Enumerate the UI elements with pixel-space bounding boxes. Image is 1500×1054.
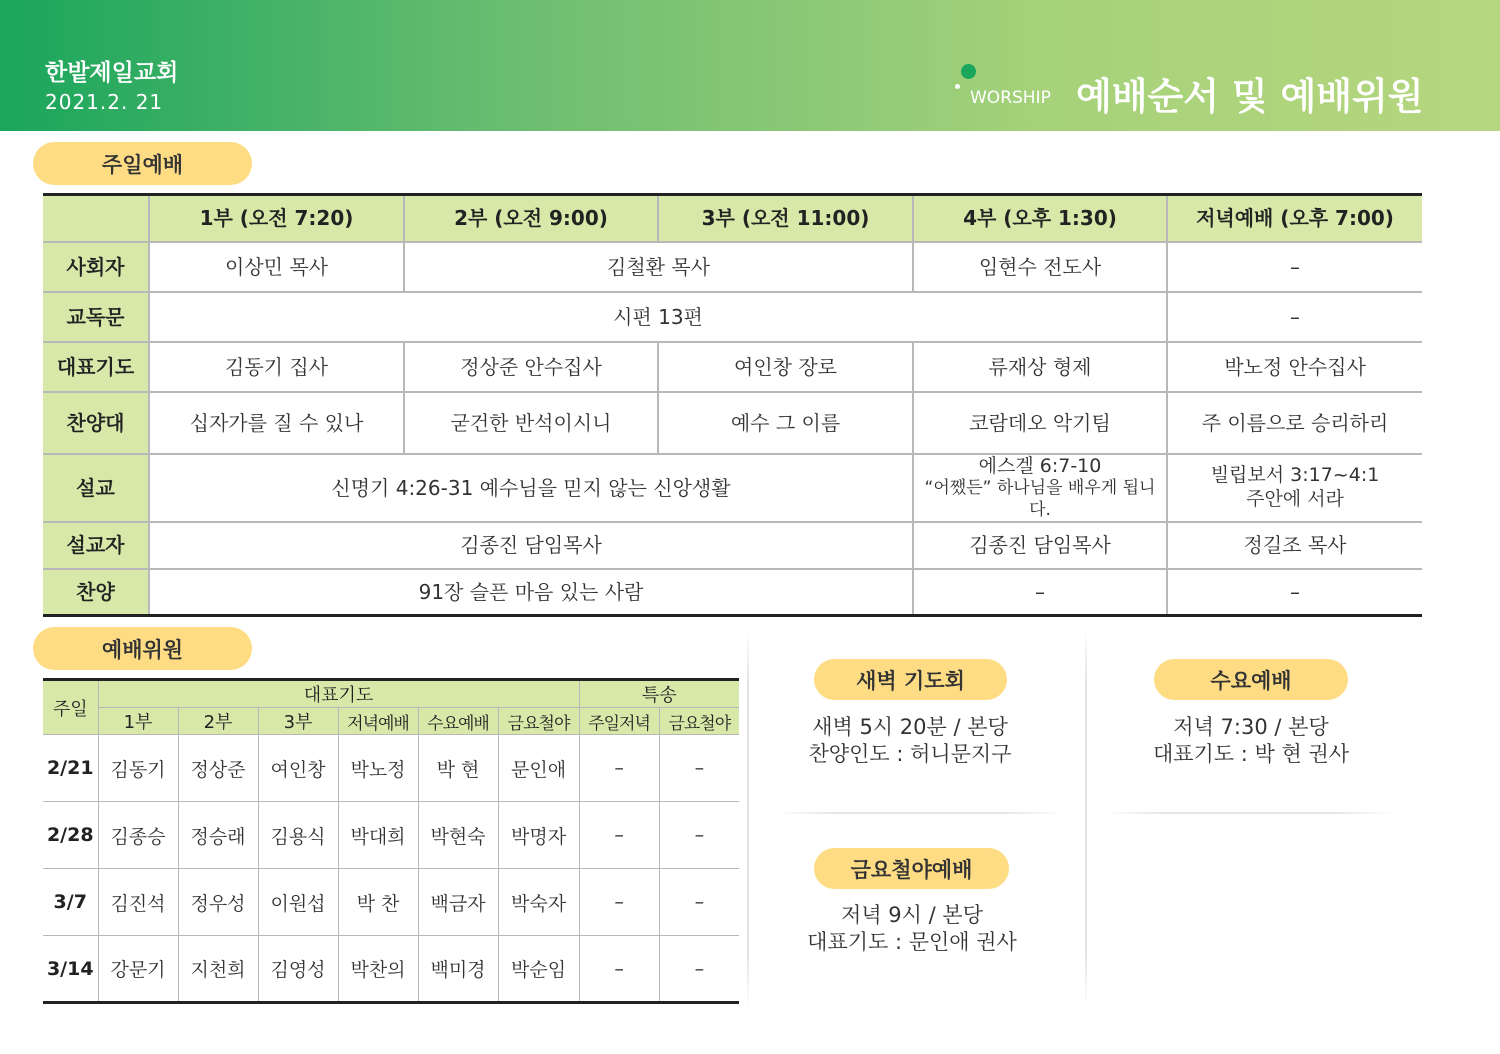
info-line: 저녁 9시 / 본당 <box>841 903 983 927</box>
table-cell: 김용식 <box>258 802 338 869</box>
prayer-group-header: 대표기도 <box>98 680 579 708</box>
table-header-row <box>43 708 739 735</box>
table-cell: 지천희 <box>178 936 258 1003</box>
table-cell: 박찬의 <box>338 936 418 1003</box>
staff-table <box>43 678 739 1004</box>
table-row <box>43 454 1422 522</box>
table-cell: 강문기 <box>98 936 178 1003</box>
week-date: 3/14 <box>43 936 98 1003</box>
table-header-row <box>43 195 1422 242</box>
table-cell: 김영성 <box>258 936 338 1003</box>
column-header: 1부 <box>98 708 178 735</box>
column-header: 저녁예배 <box>338 708 418 735</box>
worship-label: WORSHIP <box>970 88 1051 108</box>
table-cell: 코람데오 악기팀 <box>913 392 1167 454</box>
sermon-title: 주안에 서라 <box>1246 487 1344 510</box>
column-header: 3부 (오전 11:00) <box>658 195 913 242</box>
wednesday-info <box>1110 714 1392 769</box>
week-date: 2/21 <box>43 735 98 802</box>
table-row <box>43 522 1422 569</box>
wednesday-title: 수요예배 <box>1154 659 1348 700</box>
table-cell: 박대희 <box>338 802 418 869</box>
row-label: 교독문 <box>43 292 149 342</box>
table-cell: – <box>659 802 739 869</box>
row-label: 대표기도 <box>43 342 149 392</box>
table-cell: 정상준 안수집사 <box>404 342 658 392</box>
staff-title: 예배위원 <box>33 627 252 670</box>
page-title: 예배순서 및 예배위원 <box>1076 75 1424 118</box>
corner-cell <box>43 195 149 242</box>
table-row <box>43 342 1422 392</box>
table-cell: 박현숙 <box>418 802 498 869</box>
sermon-reference: 빌립보서 3:17~4:1 <box>1210 463 1380 486</box>
column-header: 금요철야 <box>659 708 739 735</box>
table-cell: 김진석 <box>98 869 178 936</box>
column-header: 저녁예배 (오후 7:00) <box>1167 195 1422 242</box>
table-cell: 십자가를 질 수 있나 <box>149 392 404 454</box>
column-header: 주일저녁 <box>579 708 659 735</box>
divider <box>775 812 1065 814</box>
table-cell: 박 현 <box>418 735 498 802</box>
header-banner <box>0 0 1500 131</box>
table-cell: 문인애 <box>498 735 579 802</box>
column-header: 2부 <box>178 708 258 735</box>
info-line: 찬양인도 : 허니문지구 <box>808 742 1012 767</box>
table-cell: 주 이름으로 승리하리 <box>1167 392 1422 454</box>
table-cell: 신명기 4:26-31 예수님을 믿지 않는 신앙생활 <box>149 454 913 522</box>
row-label: 설교자 <box>43 522 149 569</box>
table-cell: – <box>579 936 659 1003</box>
sermon-cell <box>913 454 1167 522</box>
table-cell: – <box>579 869 659 936</box>
info-line: 새벽 5시 20분 / 본당 <box>812 715 1008 739</box>
info-line: 저녁 7:30 / 본당 <box>1173 715 1329 739</box>
bulletin-date: 2021.2. 21 <box>45 90 164 114</box>
sermon-cell <box>1167 454 1422 522</box>
table-cell: 정길조 목사 <box>1167 522 1422 569</box>
table-cell: 김철환 목사 <box>404 242 913 292</box>
table-cell: – <box>913 569 1167 616</box>
friday-info <box>770 902 1054 957</box>
week-date: 2/28 <box>43 802 98 869</box>
table-row <box>43 735 739 802</box>
column-header: 2부 (오전 9:00) <box>404 195 658 242</box>
table-row <box>43 869 739 936</box>
table-cell: – <box>659 735 739 802</box>
table-cell: 정우성 <box>178 869 258 936</box>
table-cell: 김동기 <box>98 735 178 802</box>
table-cell: – <box>1167 569 1422 616</box>
table-cell: 류재상 형제 <box>913 342 1167 392</box>
column-header: 금요철야 <box>498 708 579 735</box>
week-header: 주일 <box>43 680 98 735</box>
column-header: 수요예배 <box>418 708 498 735</box>
table-cell: 박숙자 <box>498 869 579 936</box>
table-cell: 김종진 담임목사 <box>913 522 1167 569</box>
table-row <box>43 242 1422 292</box>
column-header: 4부 (오후 1:30) <box>913 195 1167 242</box>
row-label: 찬양 <box>43 569 149 616</box>
table-row <box>43 569 1422 616</box>
table-cell: 김종진 담임목사 <box>149 522 913 569</box>
divider <box>1105 812 1395 814</box>
table-row <box>43 936 739 1003</box>
table-row <box>43 802 739 869</box>
table-cell: 박노정 안수집사 <box>1167 342 1422 392</box>
dot-icon <box>961 64 976 79</box>
sunday-service-title: 주일예배 <box>33 142 252 185</box>
table-cell: 백금자 <box>418 869 498 936</box>
dawn-prayer-info <box>770 714 1050 769</box>
table-cell: 정상준 <box>178 735 258 802</box>
friday-title: 금요철야예배 <box>814 848 1009 889</box>
sermon-title: “어쨌든” 하나님을 배우게 됩니다. <box>924 478 1156 520</box>
table-cell: 김동기 집사 <box>149 342 404 392</box>
week-date: 3/7 <box>43 869 98 936</box>
small-dot-icon <box>955 84 960 89</box>
table-cell: 박순임 <box>498 936 579 1003</box>
table-cell: 김종승 <box>98 802 178 869</box>
table-cell: 박명자 <box>498 802 579 869</box>
info-line: 대표기도 : 박 현 권사 <box>1152 742 1350 767</box>
sermon-reference: 에스겔 6:7-10 <box>978 454 1102 477</box>
divider <box>747 628 749 1008</box>
table-cell: – <box>1167 242 1422 292</box>
table-cell: 예수 그 이름 <box>658 392 913 454</box>
table-cell: 굳건한 반석이시니 <box>404 392 658 454</box>
dawn-prayer-title: 새벽 기도회 <box>814 659 1007 700</box>
row-label: 설교 <box>43 454 149 522</box>
table-cell: – <box>1167 292 1422 342</box>
info-line: 대표기도 : 문인애 권사 <box>807 930 1017 955</box>
table-cell: – <box>659 936 739 1003</box>
divider <box>1085 628 1087 1008</box>
table-cell: 백미경 <box>418 936 498 1003</box>
table-cell: 여인창 장로 <box>658 342 913 392</box>
sunday-service-table <box>43 193 1422 617</box>
column-header: 1부 (오전 7:20) <box>149 195 404 242</box>
table-cell: 시편 13편 <box>149 292 1167 342</box>
table-cell: 임현수 전도사 <box>913 242 1167 292</box>
row-label: 사회자 <box>43 242 149 292</box>
table-cell: 여인창 <box>258 735 338 802</box>
table-row <box>43 292 1422 342</box>
table-cell: 박 찬 <box>338 869 418 936</box>
table-cell: 박노정 <box>338 735 418 802</box>
table-cell: – <box>659 869 739 936</box>
table-cell: 91장 슬픈 마음 있는 사람 <box>149 569 913 616</box>
table-cell: 정승래 <box>178 802 258 869</box>
table-cell: – <box>579 735 659 802</box>
column-header: 3부 <box>258 708 338 735</box>
table-cell: 이상민 목사 <box>149 242 404 292</box>
table-cell: – <box>579 802 659 869</box>
table-cell: 이원섭 <box>258 869 338 936</box>
table-header-row <box>43 680 739 708</box>
row-label: 찬양대 <box>43 392 149 454</box>
special-group-header: 특송 <box>579 680 739 708</box>
church-name: 한밭제일교회 <box>45 60 179 86</box>
table-row <box>43 392 1422 454</box>
